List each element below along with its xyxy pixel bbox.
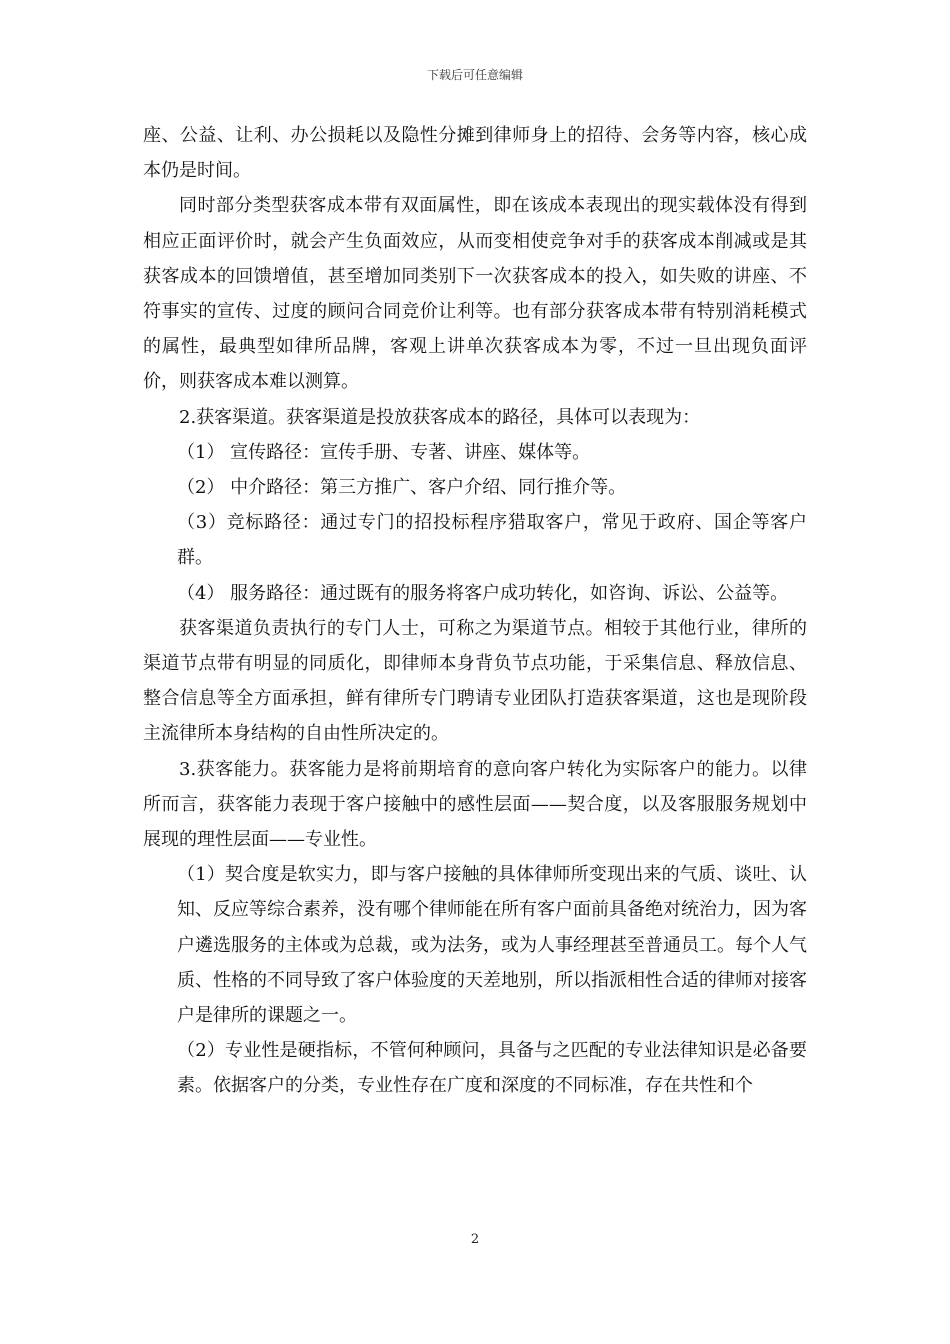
list-item-intermediary: （2） 中介路径：第三方推广、客户介绍、同行推介等。 bbox=[177, 477, 627, 499]
paragraph-channel-heading: 2.获客渠道。获客渠道是投放获客成本的路径，具体可以表现为： bbox=[179, 406, 701, 428]
paragraph-professionalism: （2）专业性是硬指标，不管何种顾问，具备与之匹配的专业法律知识是必备要素。依据客户的分类，专业性存在广度和深度的不同标准，存在共性和个 bbox=[177, 1040, 807, 1097]
paragraph-channel-node: 获客渠道负责执行的专门人士，可称之为渠道节点。相较于其他行业，律所的渠道节点带有明显的同质化，即律师本身背负节点功能，于采集信息、释放信息、整合信息等全方面承担，鲜有律所专门聘请专业团队打造获客渠道，这也是现阶段主流律所本身结构的自由性所决定的。 bbox=[143, 617, 807, 745]
page-header: 下载后可任意编辑 bbox=[426, 68, 523, 82]
list-item-bidding: （3）竞标路径：通过专门的招投标程序猎取客户，常见于政府、国企等客户群。 bbox=[177, 512, 807, 569]
paragraph-cost-continued: 座、公益、让利、办公损耗以及隐性分摊到律师身上的招待、会务等内容，核心成本仍是时间。 bbox=[143, 125, 807, 182]
document-body bbox=[143, 118, 807, 1104]
list-item-promotion: （1） 宣传路径：宣传手册、专著、讲座、媒体等。 bbox=[177, 441, 591, 463]
list-item-service: （4） 服务路径：通过既有的服务将客户成功转化，如咨询、诉讼、公益等。 bbox=[177, 582, 789, 604]
paragraph-dual-attribute: 同时部分类型获客成本带有双面属性，即在该成本表现出的现实载体没有得到相应正面评价时，就会产生负面效应，从而变相使竞争对手的获客成本削减或是其获客成本的回馈增值，甚至增加同类别下一次获客成本的投入，如失败的讲座、不符事实的宣传、过度的顾问合同竞价让利等。也有部分获客成本带有特别消耗模式的属性，最典型如律所品牌，客观上讲单次获客成本为零，不过一旦出现负面评价，则获客成本难以测算。 bbox=[143, 195, 807, 393]
paragraph-capability-heading: 3.获客能力。获客能力是将前期培育的意向客户转化为实际客户的能力。以律所而言，获客能力表现于客户接触中的感性层面——契合度，以及客服服务规划中展现的理性层面——专业性。 bbox=[143, 758, 807, 851]
paragraph-fit: （1）契合度是软实力，即与客户接触的具体律师所变现出来的气质、谈吐、认知、反应等综合素养，没有哪个律师能在所有客户面前具备绝对统治力，因为客户遴选服务的主体或为总裁，或为法务，或为人事经理甚至普通员工。每个人气质、性格的不同导致了客户体验度的天差地别，所以指派相性合适的律师对接客户是律所的课题之一。 bbox=[177, 864, 807, 1027]
page-number: 2 bbox=[470, 1232, 480, 1247]
